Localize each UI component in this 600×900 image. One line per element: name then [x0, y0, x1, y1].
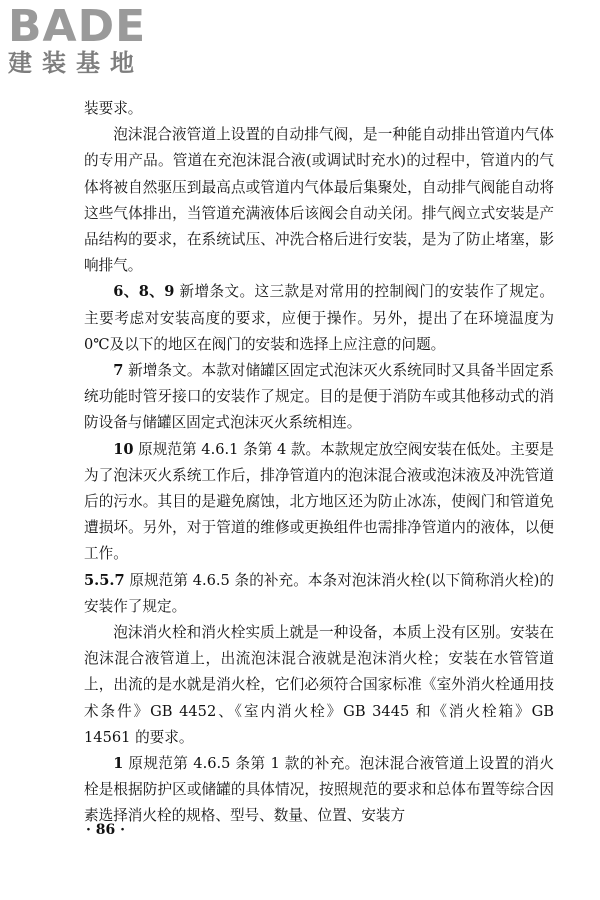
paragraph-7 — [84, 751, 554, 830]
paragraph-text: 泡沫消火栓和消火栓实质上就是一种设备，本质上没有区别。安装在泡沫混合液管道上，出流泡沫混合液就是泡沫消火栓；安装在水管管道上，出流的是水就是消火栓，它们必须符合国家标准《室外消火栓通用技术条件》GB 4452、《室内消火栓》GB 3445 和《消火栓箱》GB 14561 的要求。 — [84, 624, 554, 746]
paragraph-text: 原规范第 4.6.5 条的补充。本条对泡沫消火栓(以下简称消火栓)的安装作了规定。 — [84, 571, 554, 615]
logo-latin-text: BADE — [8, 1, 147, 52]
paragraph-text: 新增条文。本款对储罐区固定式泡沫灭火系统同时又具备半固定系统功能时管牙接口的安装作了规定。目的是便于消防车或其他移动式的消防设备与储罐区固定式泡沫灭火系统相连。 — [84, 362, 554, 432]
paragraph-2 — [84, 279, 554, 358]
document-body — [84, 96, 554, 830]
paragraph-3 — [84, 358, 554, 437]
paragraph-1 — [84, 122, 554, 279]
bade-logo — [8, 1, 188, 84]
paragraph-5 — [84, 568, 554, 620]
clause-number: 6、8、9 — [113, 283, 175, 301]
logo-chinese-text: 建装基地 — [8, 49, 144, 77]
clause-number: 10 — [113, 440, 134, 458]
paragraph-text: 新增条文。这三款是对常用的控制阀门的安装作了规定。主要考虑对安装高度的要求，应便于操作。另外，提出了在环境温度为 0℃及以下的地区在阀门的安装和选择上应注意的问题。 — [84, 283, 554, 353]
paragraph-text: 原规范第 4.6.1 条第 4 款。本款规定放空阀安装在低处。主要是为了泡沫灭火系统工作后，排净管道内的泡沫混合液或泡沫液及冲洗管道后的污水。其目的是避免腐蚀，北方地区还为防止冰冻，使阀门和管道免遭损坏。另外，对于管道的维修或更换组件也需排净管道内的液体，以便工作。 — [84, 440, 554, 563]
clause-number: 1 — [113, 755, 124, 773]
paragraph-0 — [84, 96, 554, 122]
section-number: 5.5.7 — [84, 571, 125, 589]
clause-number: 7 — [113, 362, 124, 380]
paragraph-text: 原规范第 4.6.5 条第 1 款的补充。泡沫混合液管道上设置的消火栓是根据防护区或储罐的具体情况，按照规范的要求和总体布置等综合因素选择消火栓的规格、型号、数量、位置、安装方 — [84, 755, 554, 825]
paragraph-6 — [84, 620, 554, 751]
paragraph-text: 泡沫混合液管道上设置的自动排气阀，是一种能自动排出管道内气体的专用产品。管道在充泡沫混合液(或调试时充水)的过程中，管道内的气体将被自然驱压到最高点或管道内气体最后集聚处，自动排气阀能自动将这些气体排出，当管道充满液体后该阀会自动关闭。排气阀立式安装是产品结构的要求，在系统试压、冲洗合格后进行安装，是为了防止堵塞，影响排气。 — [84, 126, 554, 275]
paragraph-text: 装要求。 — [84, 100, 143, 117]
paragraph-4 — [84, 437, 554, 568]
page-number: · 86 · — [86, 822, 125, 838]
